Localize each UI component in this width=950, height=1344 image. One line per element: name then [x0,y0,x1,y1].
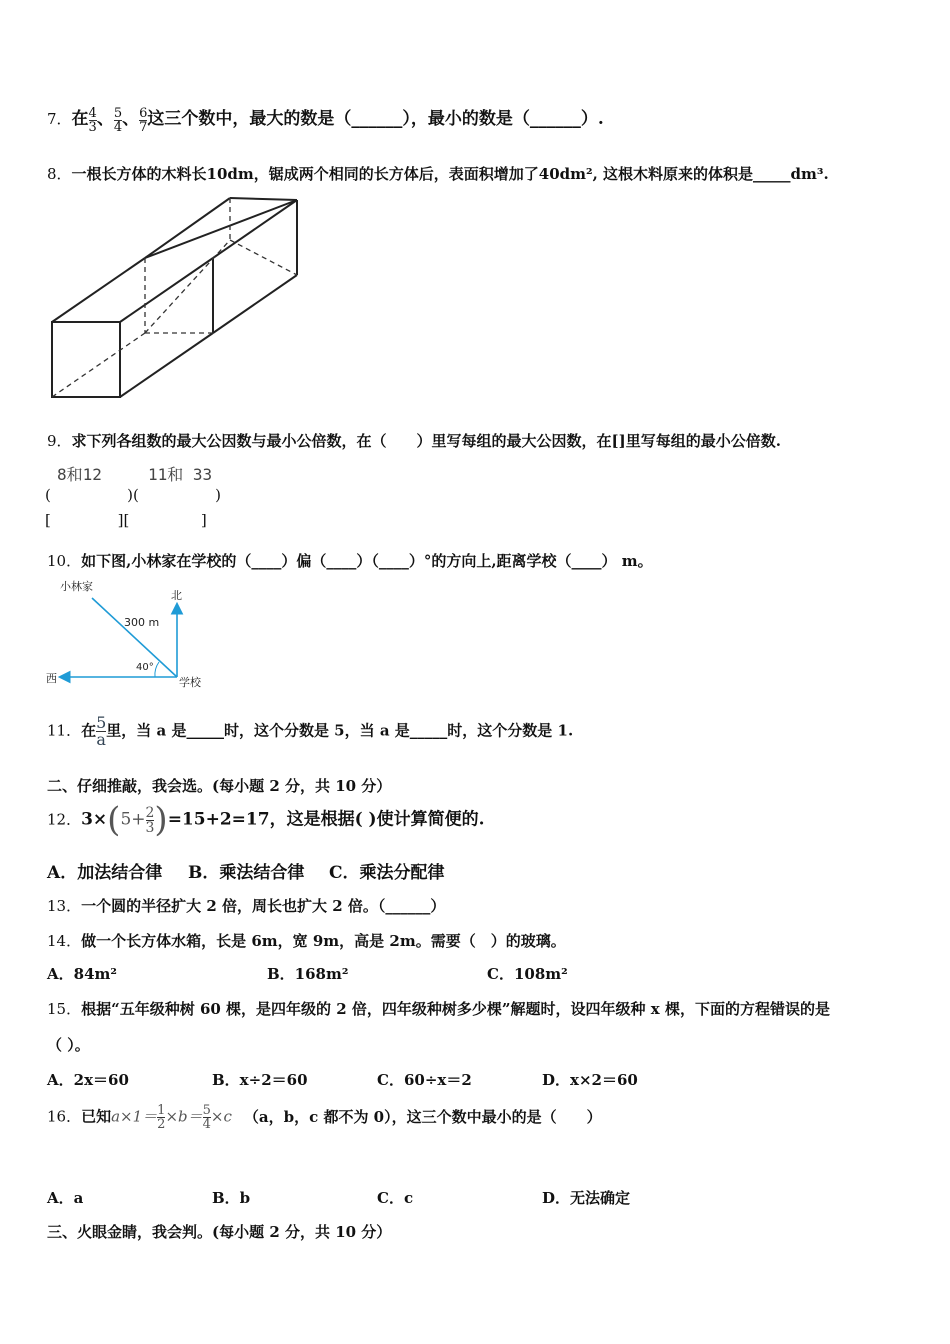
question-16 [47,1104,602,1131]
question-7 [47,104,604,134]
cuboid-front-face [52,322,120,397]
q9-text: 求下列各组数的最大公因数与最小公倍数，在（ ）里写每组的最大公因数，在[]里写每组的最小公倍数. [71,432,781,450]
question-8 [47,163,829,184]
q11-pre: 在 [81,721,97,740]
question-13 [47,895,445,916]
section-3-heading: 三、火眼金睛，我会判。(每小题 2 分，共 10 分） [47,1223,392,1241]
q14-option-b[interactable]: B．168m² [267,965,349,983]
q13-text: 一个圆的半径扩大 2 倍，周长也扩大 2 倍。（______） [81,897,446,915]
q11-text: 里，当 a 是_____时，这个分数是 5，当 a 是_____时，这个分数是 1. [106,721,574,740]
q7-pre: 在 [71,109,89,129]
q7-fraction-1: $\frac{4}{3}$ [88,105,97,135]
q12-number: 12． [47,810,82,829]
question-12 [47,800,485,840]
q15-option-a[interactable]: A．2x＝60 [47,1071,129,1089]
q16-fraction-2: $\frac{5}{4}$ [202,1103,211,1132]
question-14 [47,930,566,951]
q7-fraction-2: $\frac{5}{4}$ [113,105,123,135]
q16-math-3: ×c [210,1107,232,1126]
q16-option-d[interactable]: D．无法确定 [542,1189,631,1207]
question-10 [47,550,653,571]
q7-number: 7． [47,110,72,128]
q12-pre: 3× [81,809,108,830]
q14-option-c[interactable]: C．108m² [487,965,568,983]
q15-number: 15． [47,1000,82,1018]
q12-text: =15+2=17，这是根据( )使计算简便的. [167,809,485,830]
q15-option-b[interactable]: B．x÷2＝60 [212,1071,308,1089]
q8-text: 一根长方体的木料长10dm，锯成两个相同的长方体后，表面积增加了40dm², 这根木料原来的体积是_____dm³. [71,165,829,183]
line-to-home [92,598,177,677]
q9-bracket-blanks[interactable]: [ ][ ] [45,511,207,529]
cuboid-figure [45,195,305,405]
label-school: 学校 [179,676,201,689]
q16-option-b[interactable]: B．b [212,1189,251,1207]
q12-right-paren: ) [154,800,168,840]
label-north: 北 [171,589,182,602]
q14-text: 做一个长方体水箱，长是 6m，宽 9m，高是 2m。需要（ ）的玻璃。 [81,932,566,950]
question-11 [47,715,573,748]
q7-text: 这三个数中，最大的数是（______），最小的数是（______）. [147,109,604,129]
q16-fraction-1: $\frac{1}{2}$ [157,1103,166,1132]
q14-number: 14． [47,932,82,950]
q10-number: 10． [47,552,82,570]
q7-sep2: 、 [122,109,140,129]
q15-text: 根据“五年级种树 60 棵，是四年级的 2 倍，四年级种树多少棵”解题时，设四年级种 x 棵，下面的方程错误的是 [81,1000,830,1018]
q16-math-1: a×1＝ [111,1107,158,1126]
q13-number: 13． [47,897,82,915]
q10-text: 如下图,小林家在学校的（____）偏（____）（____）°的方向上,距离学校（____） m。 [81,552,653,570]
question-9 [47,430,781,451]
q11-number: 11． [47,721,82,740]
q16-text: （a，b，c 都不为 0），这三个数中最小的是（ ） [243,1107,602,1126]
q15-option-d[interactable]: D．x×2＝60 [542,1071,638,1089]
q16-option-a[interactable]: A．a [47,1189,84,1207]
q12-left-paren: ( [107,800,121,840]
section-2-heading: 二、仔细推敲，我会选。(每小题 2 分，共 10 分） [47,777,392,795]
q7-fraction-3: $\frac{6}{7}$ [139,105,148,135]
q12-option-c[interactable]: C．乘法分配律 [329,863,445,883]
q12-inner: 5+ [120,809,146,830]
q9-number: 9． [47,432,72,450]
label-angle: 40° [136,662,154,673]
q15-option-c[interactable]: C．60÷x＝2 [377,1071,472,1089]
q7-sep1: 、 [96,109,114,129]
angle-arc [155,662,159,677]
q16-option-c[interactable]: C．c [377,1189,414,1207]
label-west: 西 [46,672,57,685]
q12-fraction: $\frac{2}{3}$ [145,804,155,836]
q14-option-a[interactable]: A．84m² [47,965,117,983]
q8-number: 8． [47,165,72,183]
label-distance: 300 m [124,616,160,629]
q16-number: 16． [47,1107,82,1126]
q16-pre: 已知 [81,1107,112,1126]
q11-fraction: $\frac{5}{a}$ [96,713,107,749]
q16-math-2: ×b＝ [165,1107,203,1126]
q12-option-b[interactable]: B．乘法结合律 [188,863,305,883]
q15-text-line2: （ ）。 [47,1036,90,1054]
q12-option-a[interactable]: A．加法结合律 [47,863,163,883]
q9-paren-blanks[interactable]: ( )( ) [45,486,221,504]
direction-figure [44,575,224,695]
label-home: 小林家 [60,580,93,593]
q9-group-2: 11和 33 [148,465,213,484]
question-15 [47,998,830,1019]
q9-group-1: 8和12 [57,465,102,484]
